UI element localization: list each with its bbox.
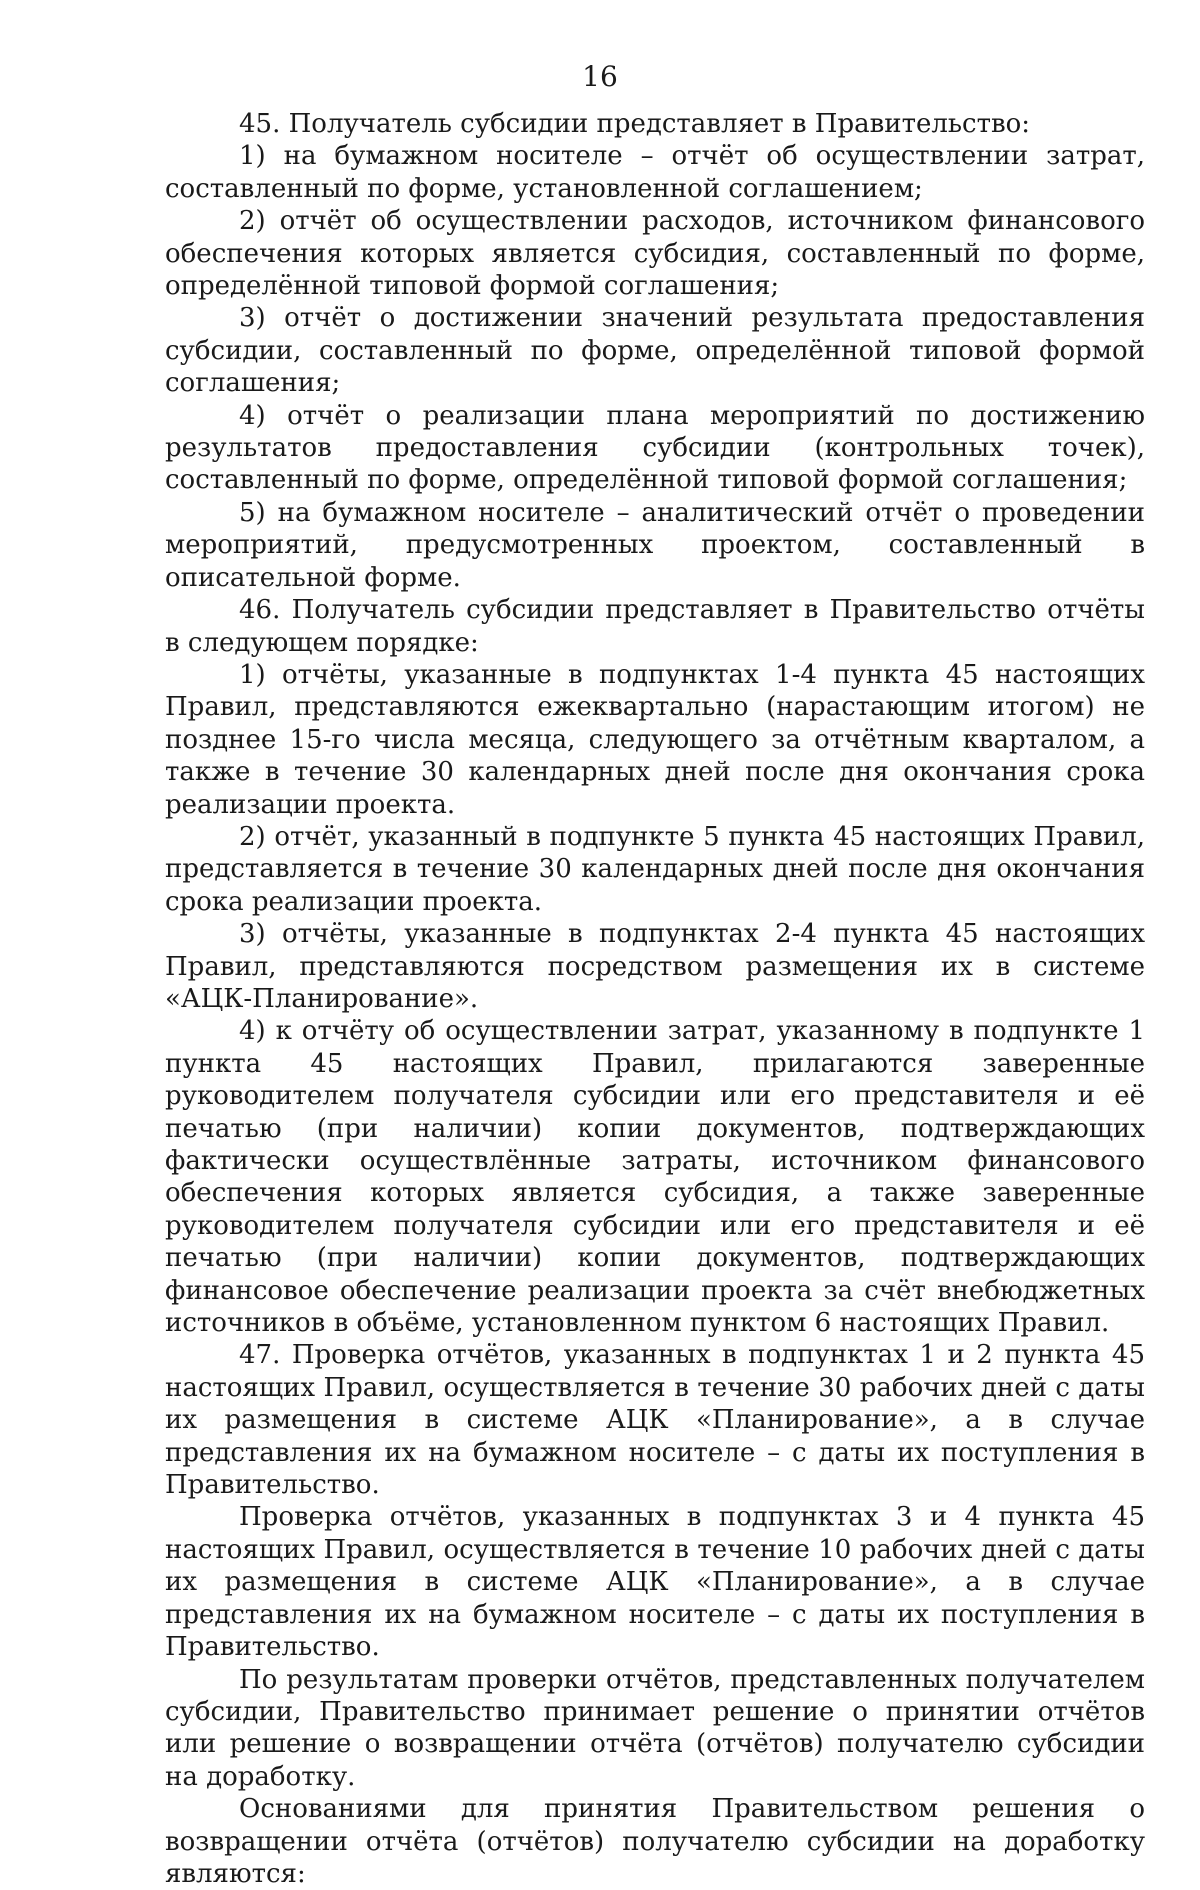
paragraph-46-item-2: 2) отчёт, указанный в подпункте 5 пункта 45 настоящих Правил, представляется в течение 30 календарных дней после дня окончания срока реализации проекта. — [165, 821, 1145, 917]
page-number: 16 — [582, 60, 618, 93]
paragraph-45-item-1: 1) на бумажном носителе – отчёт об осуществлении затрат, составленный по форме, установленной соглашением; — [165, 141, 1145, 204]
paragraph-47-grounds: Основаниями для принятия Правительством решения о возвращении отчёта (отчётов) получателю субсидии на доработку являются: — [165, 1794, 1145, 1889]
paragraph-45-item-2: 2) отчёт об осуществлении расходов, источником финансового обеспечения которых является субсидия, составленный по форме, определённой типовой формой соглашения; — [165, 206, 1145, 302]
paragraph-46-item-1: 1) отчёты, указанные в подпунктах 1-4 пункта 45 настоящих Правил, представляются ежеквартально (нарастающим итогом) не позднее 15-го числа месяца, следующего за отчётным кварталом, а также в течение 30 календарных дней после дня окончания срока реализации проекта. — [165, 659, 1145, 820]
paragraph-47-decision: По результатам проверки отчётов, представленных получателем субсидии, Правительство принимает решение о принятии отчётов или решение о возвращении отчёта (отчётов) получателю субсидии на доработку. — [165, 1664, 1145, 1792]
paragraph-45-item-4: 4) отчёт о реализации плана мероприятий по достижению результатов предоставления субсидии (контрольных точек), составленный по форме, определённой типовой формой соглашения; — [165, 400, 1145, 496]
paragraph-46-item-4: 4) к отчёту об осуществлении затрат, указанному в подпункте 1 пункта 45 настоящих Правил, прилагаются заверенные руководителем получателя субсидии или его представителя и её печатью (при наличии) копии документов, подтверждающих фактически осуществлённые затраты, источником финансового обеспечения которых является субсидия, а также заверенные руководителем получателя субсидии или его представителя и её печатью (при наличии) копии документов, подтверждающих финансовое обеспечение реализации проекта за счёт внебюджетных источников в объёме, установленном пунктом 6 настоящих Правил. — [165, 1016, 1145, 1339]
paragraph-46-item-3: 3) отчёты, указанные в подпунктах 2-4 пункта 45 настоящих Правил, представляются посредством размещения их в системе «АЦК-Планирование». — [165, 919, 1145, 1014]
paragraph-45-item-3: 3) отчёт о достижении значений результата предоставления субсидии, составленный по форме, определённой типовой формой соглашения; — [165, 303, 1145, 399]
paragraph-47: 47. Проверка отчётов, указанных в подпунктах 1 и 2 пункта 45 настоящих Правил, осуществляется в течение 30 рабочих дней с даты их размещения в системе АЦК «Планирование», а в случае представления их на бумажном носителе – с даты их поступления в Правительство. — [165, 1340, 1145, 1501]
paragraph-47-check: Проверка отчётов, указанных в подпунктах 3 и 4 пункта 45 настоящих Правил, осуществляется в течение 10 рабочих дней с даты их размещения в системе АЦК «Планирование», а в случае представления их на бумажном носителе – с даты их поступления в Правительство. — [165, 1502, 1145, 1663]
paragraph-46: 46. Получатель субсидии представляет в Правительство отчёты в следующем порядке: — [165, 595, 1145, 658]
paragraph-45-item-5: 5) на бумажном носителе – аналитический отчёт о проведении мероприятий, предусмотренных проектом, составленный в описательной форме. — [165, 497, 1145, 593]
paragraph-45: 45. Получатель субсидии представляет в Правительство: — [239, 109, 1031, 139]
document-body — [165, 108, 1145, 1890]
